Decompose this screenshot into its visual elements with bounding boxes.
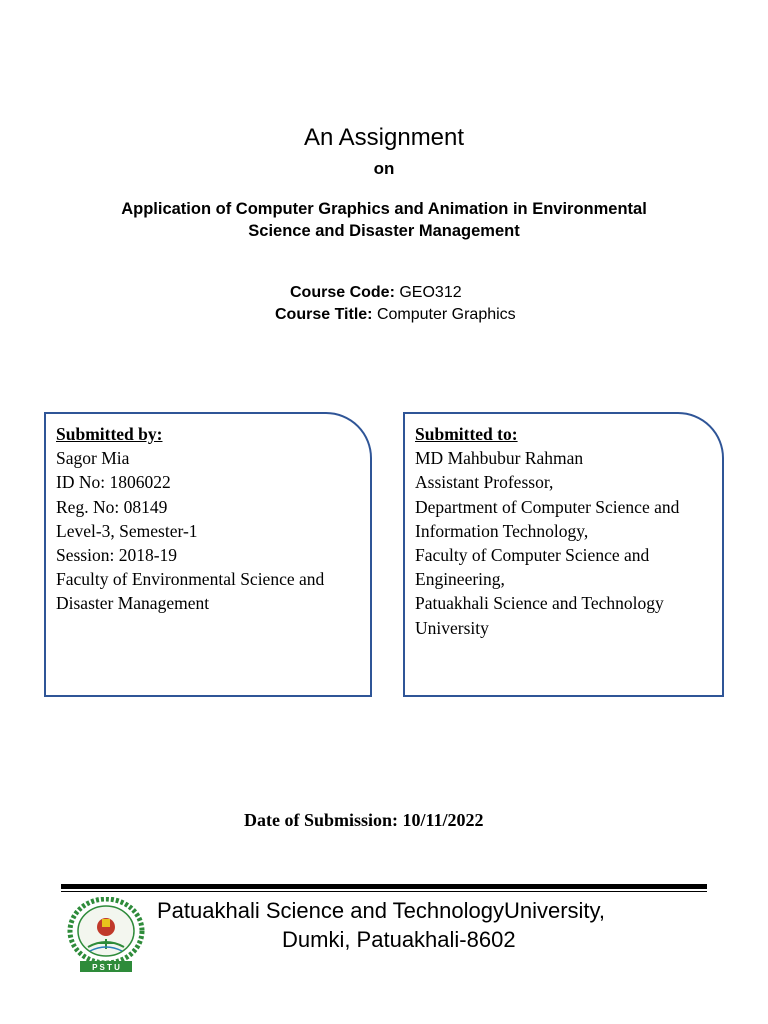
logo-text: P S T U [92, 963, 120, 972]
student-faculty-line-1: Faculty of Environmental Science and [56, 569, 325, 590]
university-logo [66, 897, 146, 975]
footer-rule-thick [61, 884, 707, 889]
submitted-to-heading: Submitted to: [415, 424, 518, 444]
student-id: ID No: 1806022 [56, 472, 171, 493]
teacher-name: MD Mahbubur Rahman [415, 448, 584, 469]
submission-date [244, 810, 484, 831]
submission-date-label: Date of Submission: [244, 810, 399, 830]
course-code [290, 284, 462, 302]
course-code-value: GEO312 [399, 284, 462, 301]
topic-line-1: Application of Computer Graphics and Animation in Environmental [121, 200, 647, 218]
teacher-faculty-line-2: Engineering, [415, 569, 505, 590]
teacher-designation: Assistant Professor, [415, 472, 554, 493]
course-title-label: Course Title: [275, 306, 373, 323]
course-title [275, 306, 516, 324]
teacher-university-line-2: University [415, 617, 489, 638]
student-session: Session: 2018-19 [56, 545, 178, 566]
student-reg: Reg. No: 08149 [56, 496, 168, 517]
submission-date-value: 10/11/2022 [402, 810, 484, 830]
university-name-line-2: Dumki, Patuakhali-8602 [282, 927, 516, 952]
assignment-topic [84, 198, 684, 242]
university-name-line-1: Patuakhali Science and TechnologyUniversity, [157, 898, 606, 923]
document-title: An Assignment [303, 124, 465, 151]
student-faculty-line-2: Disaster Management [56, 593, 210, 614]
university-logo-icon [66, 897, 146, 975]
teacher-faculty-line-1: Faculty of Computer Science and [415, 545, 650, 566]
student-level: Level-3, Semester-1 [56, 520, 198, 541]
course-title-value: Computer Graphics [376, 306, 516, 323]
submitted-by-heading: Submitted by: [56, 424, 163, 444]
footer-rule-thin [61, 891, 707, 892]
on-label: on [373, 159, 395, 178]
teacher-dept-line-1: Department of Computer Science and [415, 496, 680, 517]
submitted-to-box [403, 412, 724, 697]
student-name: Sagor Mia [56, 448, 130, 469]
topic-line-2: Science and Disaster Management [248, 222, 520, 240]
teacher-dept-line-2: Information Technology, [415, 520, 589, 541]
submitted-by-box [44, 412, 372, 697]
course-code-label: Course Code: [290, 284, 395, 301]
teacher-university-line-1: Patuakhali Science and Technology [415, 593, 664, 614]
